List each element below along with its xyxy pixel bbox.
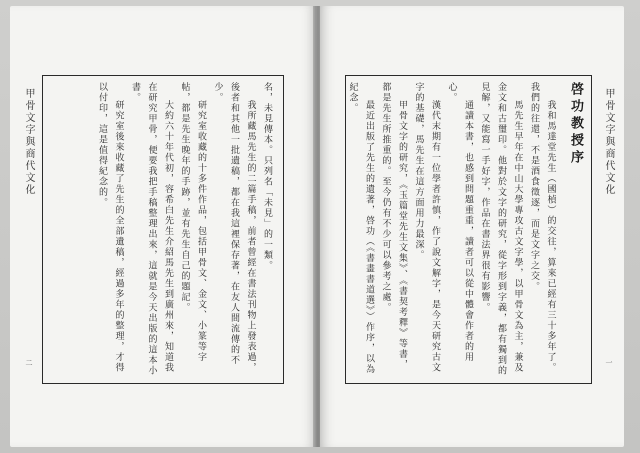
paragraph: 馬先生早年在中山大學專攻古文字學，以甲骨文為主，兼及金文和古璽印。他對於文字的研究，從字形到字義，都有獨到的見解，又能寫一手好字，作品在書法界很有影響。 <box>479 82 523 376</box>
paragraph: 通讀本書，也感到問題重重，讀者可以從中體會作者的用心。 <box>446 82 473 363</box>
left-page <box>10 6 316 447</box>
paragraph: 漢代末期有一位學者許慎，作了說文解字，是今天研究古文字的基礎，馬先生在這方面用力最深。 <box>413 82 440 373</box>
paragraph: 研究室收藏的十多件作品，包括甲骨文、金文、小篆等字帖，都是先生晚年的手跡，並有先生自己的題記。 <box>179 82 206 363</box>
text-frame-left <box>42 75 284 384</box>
paragraph: 我所藏馬先生的二篇手稿，前者曾經在書法刊物上發表過，後者和其他一批遺稿，都在我這裡保存著，在友人間流傳的不少。 <box>212 82 256 373</box>
body-text-right <box>347 82 583 377</box>
paragraph: 最近出版了先生的遺著，啓功（《書畫書道選》）作序，以為紀念。 <box>347 82 374 375</box>
paragraph: 研究室後來收藏了先生的全部遺稿，經過多年的整理，才得以付印，這是值得紀念的。 <box>97 82 124 373</box>
page-number-right: 一 <box>605 359 613 366</box>
paragraph: 我和馬達堂先生（國楨）的交往，算來已經有三十多年了。我們的往還，不是酒食徵逐，而是文字之交。 <box>529 82 556 373</box>
preface-title: 啓功教授序 <box>568 82 583 167</box>
running-title-right: 甲骨文字與商代文化 <box>603 88 614 196</box>
text-frame-right <box>345 75 592 384</box>
page-number-left: 二 <box>25 359 33 366</box>
paragraph: 甲骨文字的研究，《玉篇堂先生文集》、《書契考釋》等書，都是先生所推重的。至今仍有不少可以參考之處。 <box>380 82 407 370</box>
right-page <box>320 6 624 447</box>
paragraph: 大約六十年代初，容希白先生介紹馬先生到廣州來，知道我在研究甲骨，便要我把手稿整理出來，這就是今天出版的這本小書。 <box>130 82 173 376</box>
body-text-left <box>49 82 275 377</box>
paragraph: 名，未見傳本。只列名「未見」的一類。 <box>262 82 272 271</box>
running-title-left: 甲骨文字與商代文化 <box>23 88 34 196</box>
